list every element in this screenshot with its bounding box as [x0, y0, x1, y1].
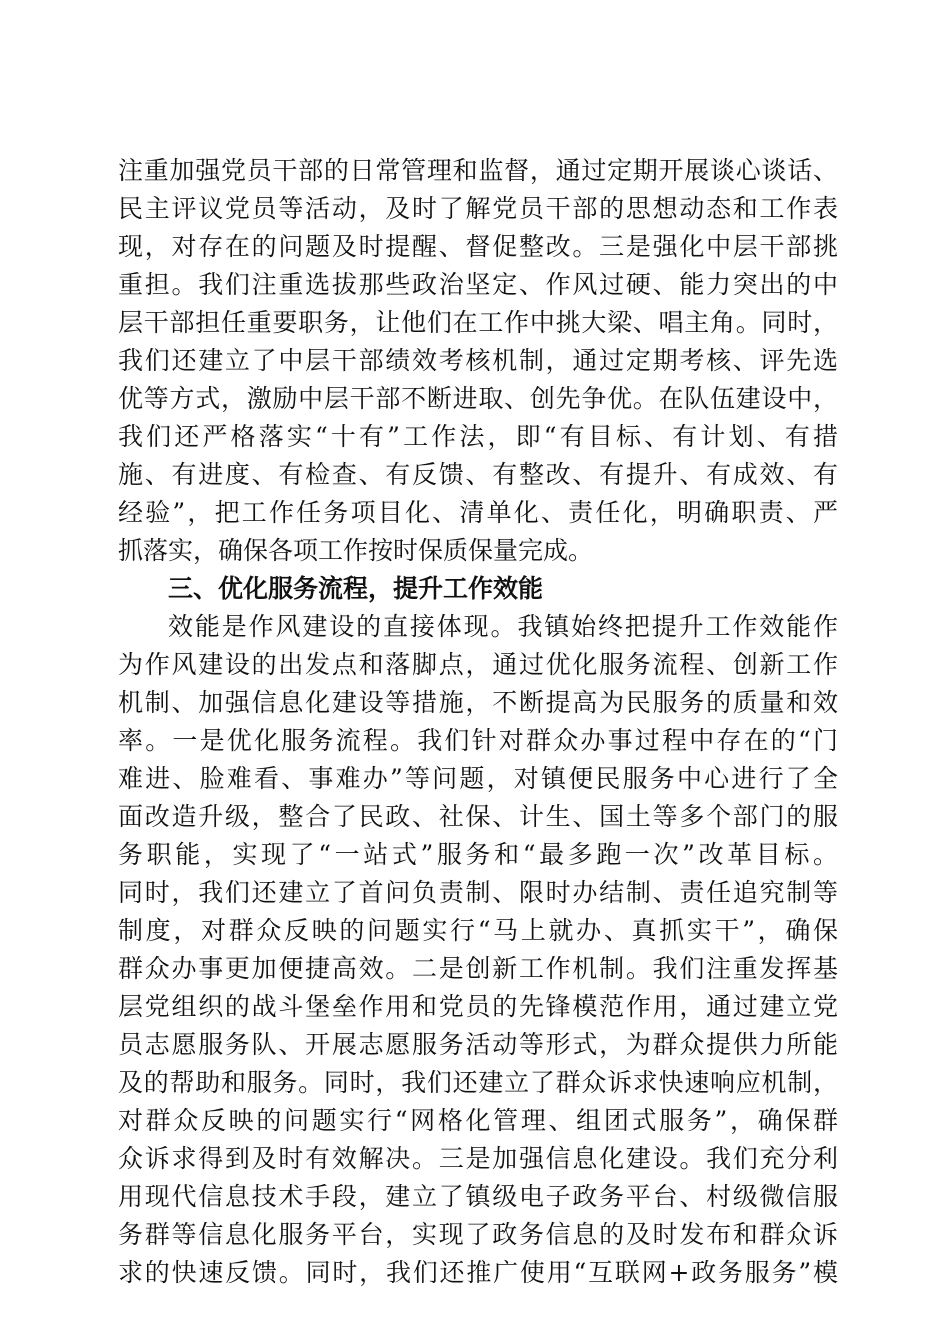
paragraph-line: 机制、加强信息化建设等措施，不断提高为民服务的质量和效 [118, 688, 838, 717]
paragraph-line: 施、有进度、有检查、有反馈、有整改、有提升、有成效、有 [118, 460, 838, 489]
paragraph-line: 务群等信息化服务平台，实现了政务信息的及时发布和群众诉 [118, 1220, 838, 1249]
paragraph-line: 效能是作风建设的直接体现。我镇始终把提升工作效能作 [168, 612, 838, 641]
paragraph-line: 为作风建设的出发点和落脚点，通过优化服务流程、创新工作 [118, 650, 838, 679]
paragraph-line: 我们还建立了中层干部绩效考核机制，通过定期考核、评先选 [118, 346, 838, 375]
paragraph-line: 经验”，把工作任务项目化、清单化、责任化，明确职责、严 [118, 498, 838, 527]
paragraph-line: 制度，对群众反映的问题实行“马上就办、真抓实干”，确保 [118, 916, 838, 945]
paragraph-line: 同时，我们还建立了首问负责制、限时办结制、责任追究制等 [118, 878, 838, 907]
paragraph-line: 抓落实，确保各项工作按时保质保量完成。 [118, 536, 594, 565]
paragraph-line: 求的快速反馈。同时，我们还推广使用“互联网+政务服务”模 [118, 1258, 838, 1287]
paragraph-line: 注重加强党员干部的日常管理和监督，通过定期开展谈心谈话、 [118, 156, 838, 185]
paragraph-line: 务职能，实现了“一站式”服务和“最多跑一次”改革目标。 [118, 840, 838, 869]
paragraph-line: 员志愿服务队、开展志愿服务活动等形式，为群众提供力所能 [118, 1030, 838, 1059]
paragraph-line: 民主评议党员等活动，及时了解党员干部的思想动态和工作表 [118, 194, 838, 223]
paragraph-team-building [118, 152, 838, 1292]
paragraph-line: 优等方式，激励中层干部不断进取、创先争优。在队伍建设中， [118, 384, 838, 413]
paragraph-line: 难进、脸难看、事难办”等问题，对镇便民服务中心进行了全 [118, 764, 838, 793]
paragraph-line: 层党组织的战斗堡垒作用和党员的先锋模范作用，通过建立党 [118, 992, 838, 1021]
paragraph-line: 我们还严格落实“十有”工作法，即“有目标、有计划、有措 [118, 422, 838, 451]
paragraph-line: 对群众反映的问题实行“网格化管理、组团式服务”，确保群 [118, 1106, 838, 1135]
paragraph-line: 现，对存在的问题及时提醒、督促整改。三是强化中层干部挑 [118, 232, 838, 261]
paragraph-line: 层干部担任重要职务，让他们在工作中挑大梁、唱主角。同时， [118, 308, 838, 337]
paragraph-line: 面改造升级，整合了民政、社保、计生、国土等多个部门的服 [118, 802, 838, 831]
paragraph-line: 率。一是优化服务流程。我们针对群众办事过程中存在的“门 [118, 726, 838, 755]
paragraph-line: 用现代信息技术手段，建立了镇级电子政务平台、村级微信服 [118, 1182, 838, 1211]
paragraph-line: 及的帮助和服务。同时，我们还建立了群众诉求快速响应机制， [118, 1068, 838, 1097]
section-heading: 三、优化服务流程，提升工作效能 [168, 574, 544, 603]
paragraph-line: 群众办事更加便捷高效。二是创新工作机制。我们注重发挥基 [118, 954, 838, 983]
paragraph-line: 众诉求得到及时有效解决。三是加强信息化建设。我们充分利 [118, 1144, 838, 1173]
paragraph-line: 重担。我们注重选拔那些政治坚定、作风过硬、能力突出的中 [118, 270, 838, 299]
